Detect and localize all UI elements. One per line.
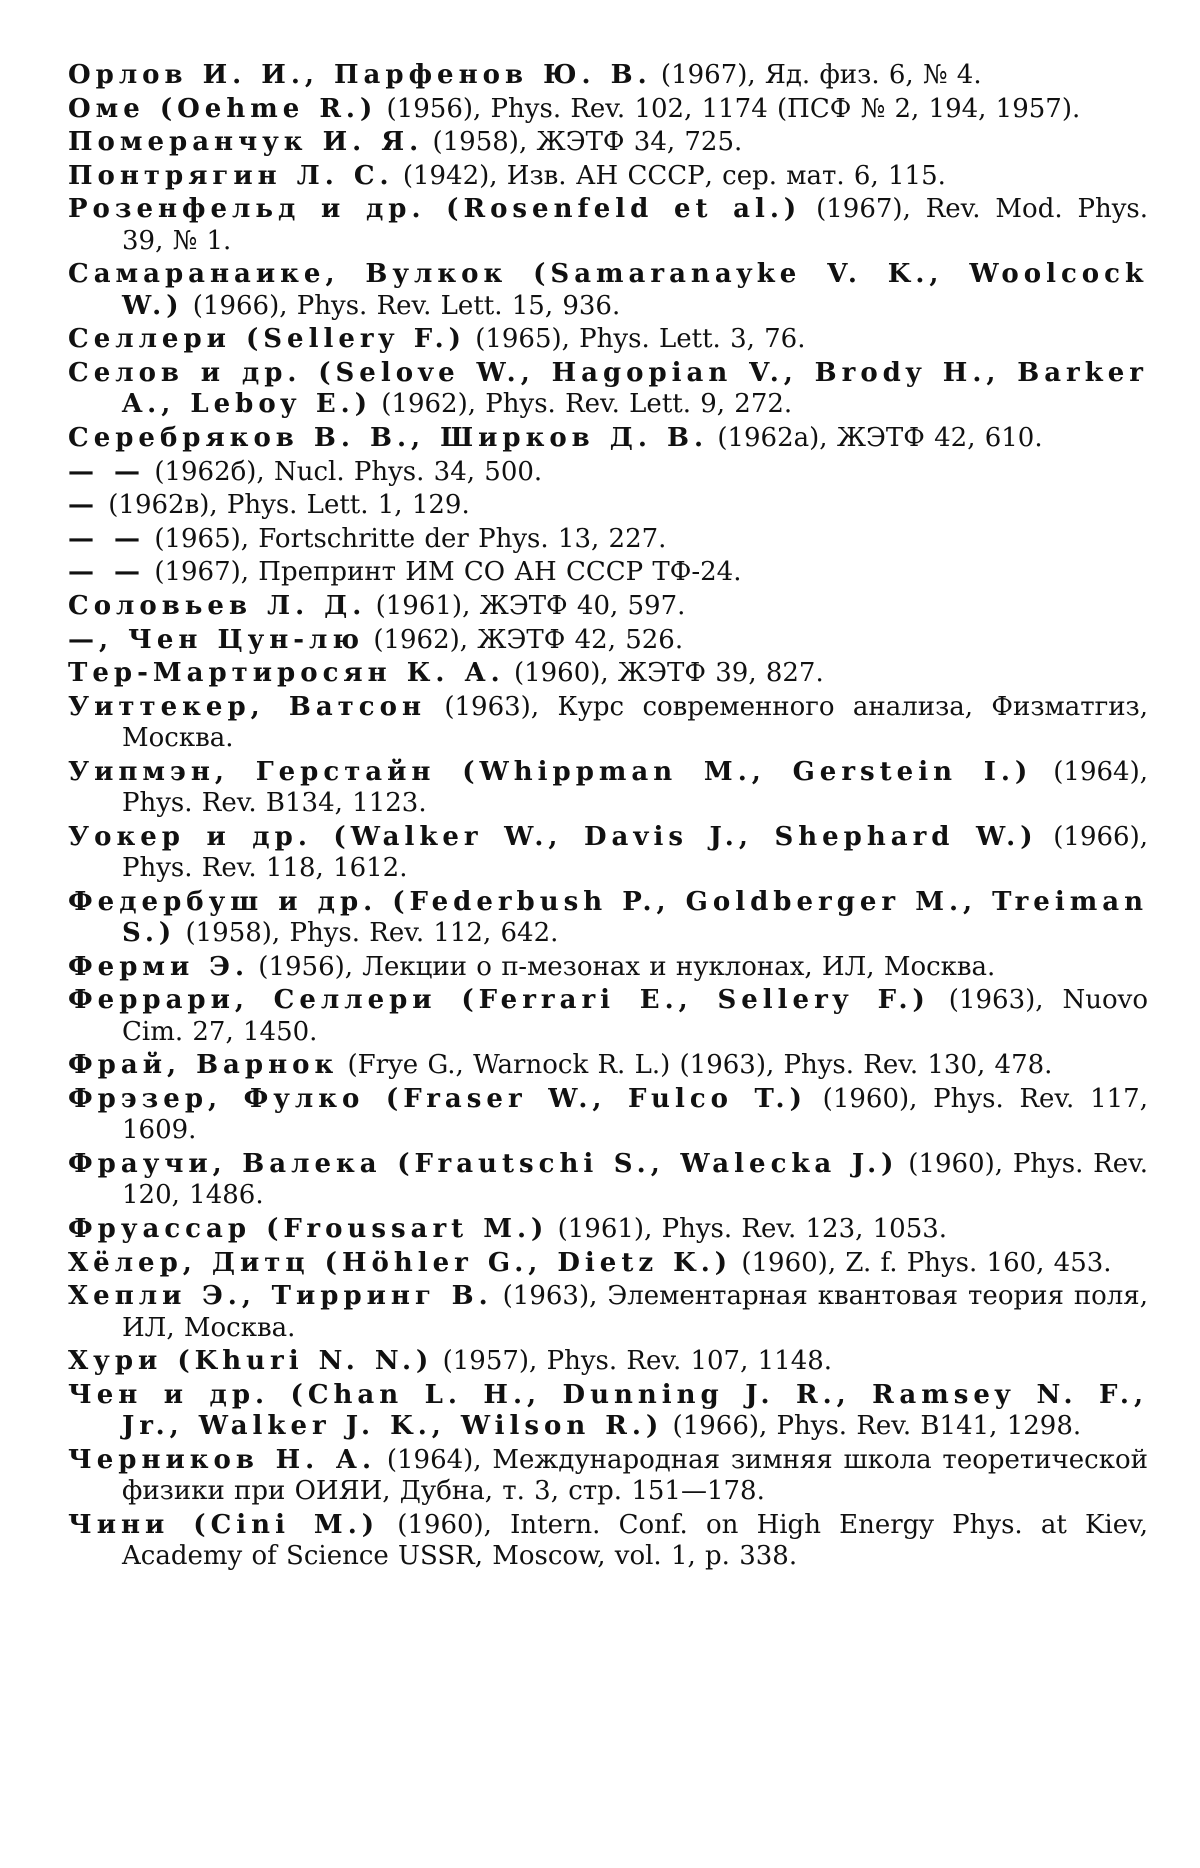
- reference-details: (1960), Intern. Conf. on High Energy Phys. at Kiev, Academy of Science USSR, Moscow, vol. 1, p. 338.: [122, 1509, 1148, 1572]
- reference-entry: [68, 1084, 1148, 1147]
- reference-details: (1960), ЖЭТФ 39, 827.: [504, 658, 824, 689]
- reference-entry: [68, 658, 1148, 689]
- reference-details: (1958), ЖЭТФ 34, 725.: [423, 127, 743, 158]
- reference-entry: [68, 194, 1148, 257]
- reference-entry: [68, 94, 1148, 125]
- reference-author: Черников Н. А.: [68, 1444, 377, 1475]
- reference-entry: [68, 591, 1148, 622]
- reference-author: Хёлер, Дитц (Höhler G., Dietz K.): [68, 1247, 733, 1278]
- reference-details: (1960), Z. f. Phys. 160, 453.: [732, 1247, 1112, 1278]
- reference-entry: [68, 423, 1148, 454]
- reference-author: Ферми Э.: [68, 951, 250, 982]
- reference-entry: [68, 60, 1148, 91]
- reference-details: (1966), Phys. Rev. B141, 1298.: [663, 1411, 1082, 1442]
- reference-author: Фруассар (Froussart M.): [68, 1213, 549, 1244]
- reference-author: Фрай, Варнок: [68, 1050, 339, 1081]
- reference-author: Селлери (Sellery F.): [68, 324, 466, 355]
- reference-details: (1962в), Phys. Lett. 1, 129.: [99, 490, 470, 521]
- reference-entry: [68, 1380, 1148, 1443]
- reference-details: (1960), Phys. Rev. 120, 1486.: [122, 1148, 1148, 1211]
- reference-entry: [68, 1050, 1148, 1081]
- reference-author: Чен и др. (Chan L. H., Dunning J. R., Ramsey N. F., Jr., Walker J. K., Wilson R.): [68, 1379, 1148, 1442]
- reference-author: Тер-Мартиросян К. А.: [68, 658, 505, 689]
- reference-details: (1957), Phys. Rev. 107, 1148.: [433, 1346, 833, 1377]
- reference-entry: [68, 625, 1148, 656]
- reference-author: — —: [68, 557, 146, 588]
- reference-details: (1963), Курс современного анализа, Физматгиз, Москва.: [122, 691, 1149, 754]
- reference-author: Уипмэн, Герстайн (Whippman M., Gerstein I.): [68, 756, 1033, 787]
- reference-details: (1960), Phys. Rev. 117, 1609.: [122, 1083, 1148, 1146]
- reference-details: (1956), Phys. Rev. 102, 1174 (ПСФ № 2, 194, 1957).: [377, 93, 1081, 124]
- reference-details: (1965), Fortschritte der Phys. 13, 227.: [145, 523, 667, 554]
- reference-entry: [68, 358, 1148, 421]
- reference-details: (1966), Phys. Rev. Lett. 15, 936.: [183, 290, 621, 321]
- reference-entry: [68, 1281, 1148, 1344]
- reference-author: Соловьев Л. Д.: [68, 590, 367, 621]
- reference-details: (1967), Препринт ИМ СО АН СССР ТФ-24.: [145, 557, 742, 588]
- reference-details: (1965), Phys. Lett. 3, 76.: [465, 324, 806, 355]
- reference-entry: [68, 1346, 1148, 1377]
- reference-author: Серебряков В. В., Ширков Д. В.: [68, 422, 709, 453]
- reference-entry: [68, 127, 1148, 158]
- reference-author: Хури (Khuri N. N.): [68, 1346, 434, 1377]
- reference-entry: [68, 324, 1148, 355]
- reference-details: (1967), Rev. Mod. Phys. 39, № 1.: [122, 194, 1149, 256]
- reference-author: Оме (Oehme R.): [68, 93, 378, 124]
- reference-author: —: [68, 490, 99, 521]
- reference-author: —, Чен Цун-лю: [68, 624, 365, 655]
- reference-author: Чини (Cini M.): [68, 1509, 380, 1540]
- reference-entry: [68, 1248, 1148, 1279]
- reference-details: (Frye G., Warnock R. L.) (1963), Phys. Rev. 130, 478.: [338, 1050, 1053, 1081]
- reference-entry: [68, 952, 1148, 983]
- reference-author: Уиттекер, Ватсон: [68, 691, 426, 722]
- reference-author: Федербуш и др. (Federbush P., Goldberger M., Treiman S.): [68, 886, 1148, 949]
- reference-entry: [68, 259, 1148, 322]
- reference-entry: [68, 692, 1148, 755]
- reference-details: (1963), Nuovo Cim. 27, 1450.: [122, 985, 1148, 1047]
- reference-details: (1962), ЖЭТФ 42, 526.: [364, 624, 684, 655]
- reference-author: Феррари, Селлери (Ferrari E., Sellery F.): [68, 985, 930, 1016]
- reference-author: Хепли Э., Тирринг В.: [68, 1281, 493, 1312]
- reference-entry: [68, 161, 1148, 192]
- reference-details: (1966), Phys. Rev. 118, 1612.: [122, 821, 1149, 884]
- reference-entry: [68, 1214, 1148, 1245]
- reference-details: (1958), Phys. Rev. 112, 642.: [176, 918, 559, 949]
- reference-entry: [68, 887, 1148, 950]
- reference-entry: [68, 985, 1148, 1048]
- reference-details: (1962б), Nucl. Phys. 34, 500.: [145, 456, 543, 487]
- reference-entry: [68, 1445, 1148, 1508]
- reference-entry: [68, 1510, 1148, 1573]
- reference-list: [68, 60, 1148, 1575]
- reference-author: Селов и др. (Selove W., Hagopian V., Brody H., Barker A., Leboy E.): [68, 357, 1148, 420]
- reference-entry: [68, 822, 1148, 885]
- reference-entry: [68, 1149, 1148, 1212]
- reference-author: Розенфельд и др. (Rosenfeld et al.): [68, 194, 802, 225]
- reference-details: (1964), Phys. Rev. B134, 1123.: [122, 756, 1148, 819]
- reference-details: (1962а), ЖЭТФ 42, 610.: [708, 422, 1043, 453]
- reference-author: — —: [68, 523, 146, 554]
- reference-details: (1962), Phys. Rev. Lett. 9, 272.: [372, 389, 793, 420]
- reference-entry: [68, 490, 1148, 521]
- reference-entry: [68, 757, 1148, 820]
- reference-details: (1961), Phys. Rev. 123, 1053.: [548, 1213, 948, 1244]
- reference-author: Уокер и др. (Walker W., Davis J., Shephard W.): [68, 821, 1038, 852]
- reference-author: Орлов И. И., Парфенов Ю. В.: [68, 60, 652, 90]
- reference-author: Померанчук И. Я.: [68, 127, 424, 158]
- reference-details: (1942), Изв. АН СССР, сер. мат. 6, 115.: [393, 160, 946, 191]
- reference-details: (1961), ЖЭТФ 40, 597.: [366, 590, 686, 621]
- reference-details: (1963), Элементарная квантовая теория поля, ИЛ, Москва.: [122, 1281, 1148, 1343]
- reference-entry: [68, 557, 1148, 588]
- reference-details: (1967), Яд. физ. 6, № 4.: [651, 60, 982, 90]
- reference-author: Фрэзер, Фулко (Fraser W., Fulco T.): [68, 1083, 807, 1114]
- reference-author: — —: [68, 456, 146, 487]
- reference-author: Фраучи, Валека (Frautschi S., Walecka J.): [68, 1148, 899, 1179]
- reference-author: Самаранаике, Вулкок (Samaranayke V. K., Woolcock W.): [68, 259, 1148, 321]
- reference-entry: [68, 457, 1148, 488]
- reference-details: (1956), Лекции о π-мезонах и нуклонах, ИЛ, Москва.: [249, 951, 996, 982]
- reference-details: (1964), Международная зимняя школа теоретической физики при ОИЯИ, Дубна, т. 3, стр. 151—178.: [122, 1444, 1148, 1507]
- reference-author: Понтрягин Л. С.: [68, 160, 394, 191]
- reference-entry: [68, 524, 1148, 555]
